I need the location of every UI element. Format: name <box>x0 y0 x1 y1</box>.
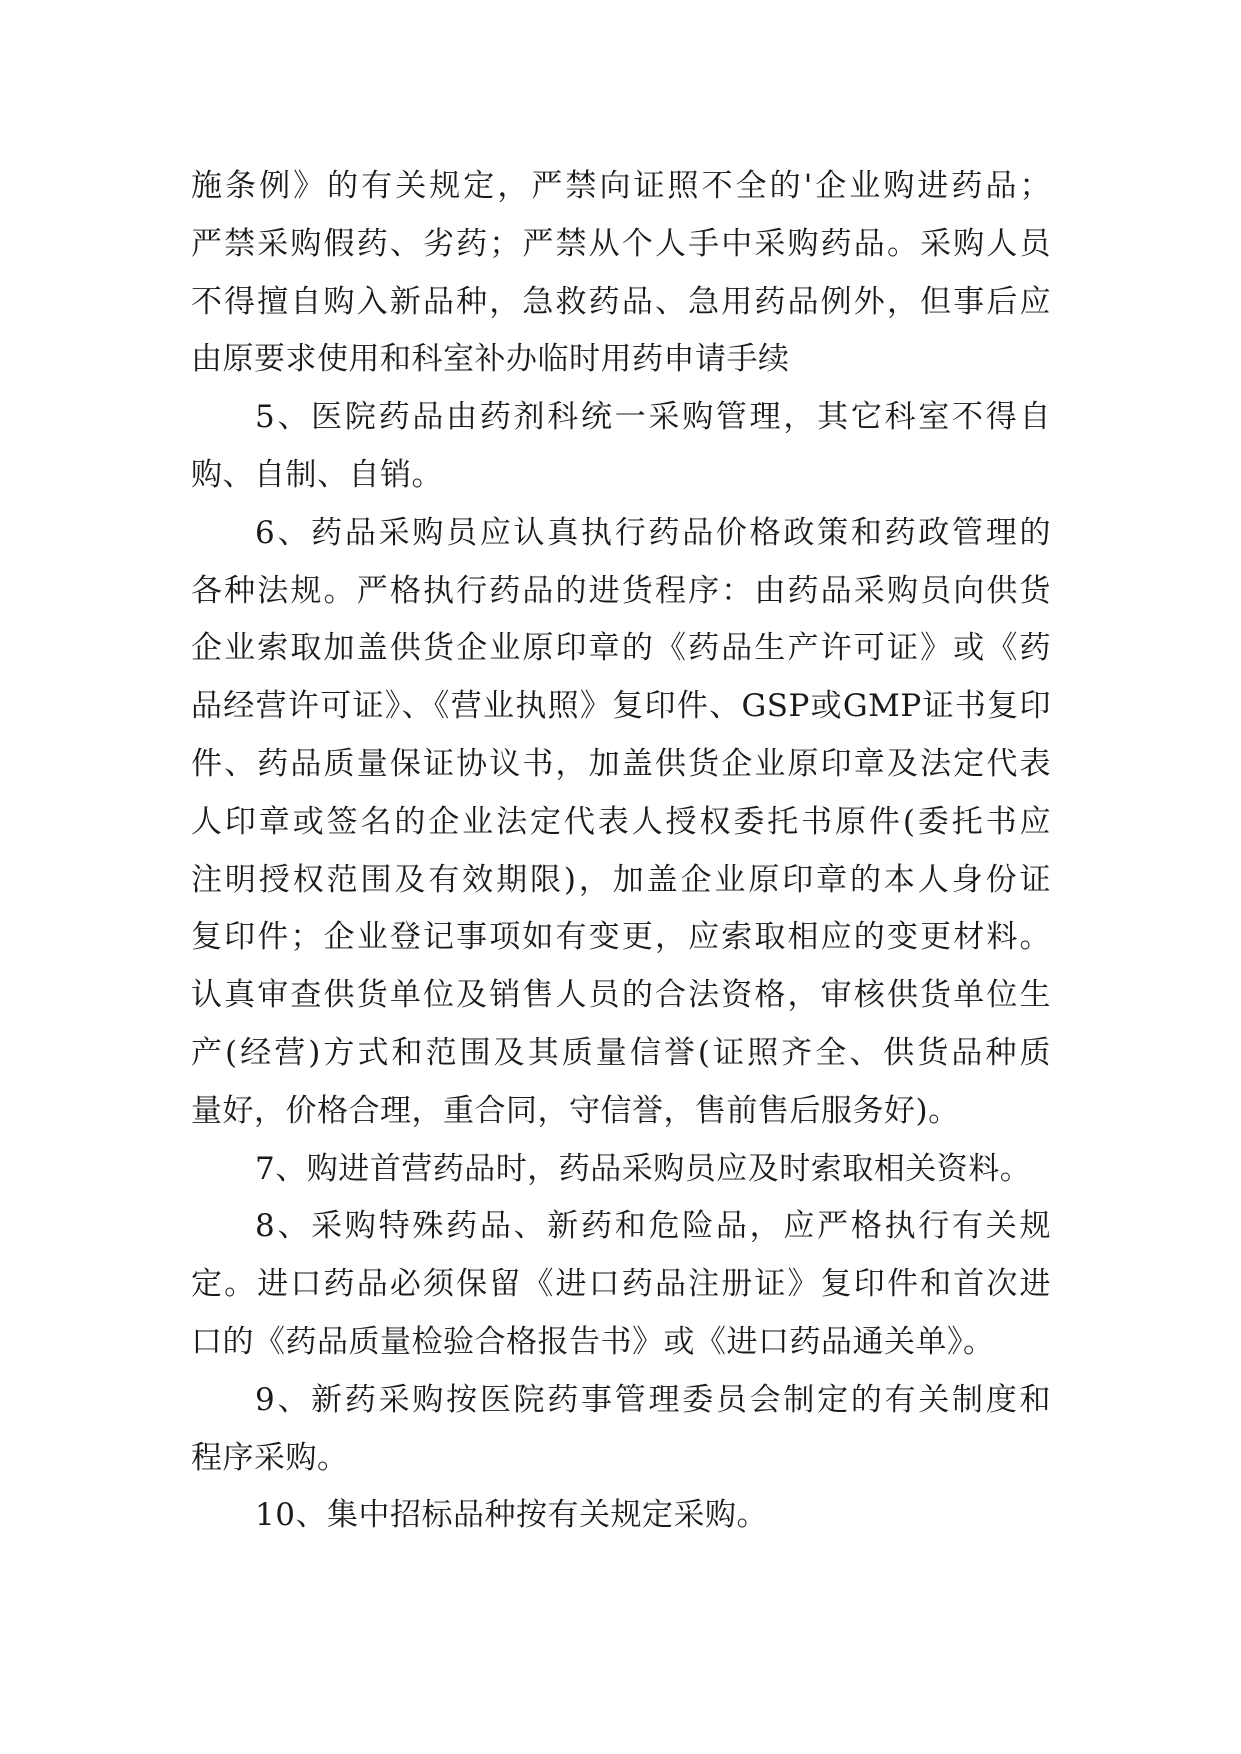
text-line: 6、药品采购员应认真执行药品价格政策和药政管理的 <box>255 514 1051 551</box>
text-line: 10、集中招标品种按有关规定采购。 <box>255 1497 768 1534</box>
text-line: 7、购进首营药品时，药品采购员应及时索取相关资料。 <box>255 1150 1032 1187</box>
document-body <box>191 158 1051 1545</box>
text-line: 认真审查供货单位及销售人员的合法资格，审核供货单位生 <box>191 977 1051 1014</box>
text-line: 5、医院药品由药剂科统一采购管理，其它科室不得自 <box>255 399 1051 436</box>
text-line: 由原要求使用和科室补办临时用药申请手续 <box>191 341 790 378</box>
text-line: 不得擅自购入新品种，急救药品、急用药品例外，但事后应 <box>191 283 1051 320</box>
text-line: 购、自制、自销。 <box>191 456 443 493</box>
text-line: 定。进口药品必须保留《进口药品注册证》复印件和首次进 <box>191 1266 1051 1303</box>
text-line: 人印章或签名的企业法定代表人授权委托书原件(委托书应 <box>191 803 1051 840</box>
text-line: 严禁采购假药、劣药；严禁从个人手中采购药品。采购人员 <box>191 225 1051 262</box>
text-line: 8、采购特殊药品、新药和危险品，应严格执行有关规 <box>255 1208 1051 1245</box>
text-line: 产(经营)方式和范围及其质量信誉(证照齐全、供货品种质 <box>191 1034 1051 1071</box>
text-line: 各种法规。严格执行药品的进货程序：由药品采购员向供货 <box>191 572 1051 609</box>
text-line: 9、新药采购按医院药事管理委员会制定的有关制度和 <box>255 1381 1051 1418</box>
text-line: 品经营许可证》、《营业执照》复印件、GSP或GMP证书复印 <box>191 688 1051 725</box>
text-line: 企业索取加盖供货企业原印章的《药品生产许可证》或《药 <box>191 630 1051 667</box>
text-line: 件、药品质量保证协议书，加盖供货企业原印章及法定代表 <box>191 745 1051 782</box>
text-line: 量好，价格合理，重合同，守信誉，售前售后服务好)。 <box>191 1092 960 1129</box>
text-line: 施条例》的有关规定，严禁向证照不全的'企业购进药品； <box>191 168 1051 204</box>
text-line: 复印件；企业登记事项如有变更，应索取相应的变更材料。 <box>191 919 1051 956</box>
text-line: 口的《药品质量检验合格报告书》或《进口药品通关单》。 <box>191 1323 995 1360</box>
text-line: 程序采购。 <box>191 1439 349 1476</box>
text-line: 注明授权范围及有效期限)，加盖企业原印章的本人身份证 <box>191 861 1051 898</box>
